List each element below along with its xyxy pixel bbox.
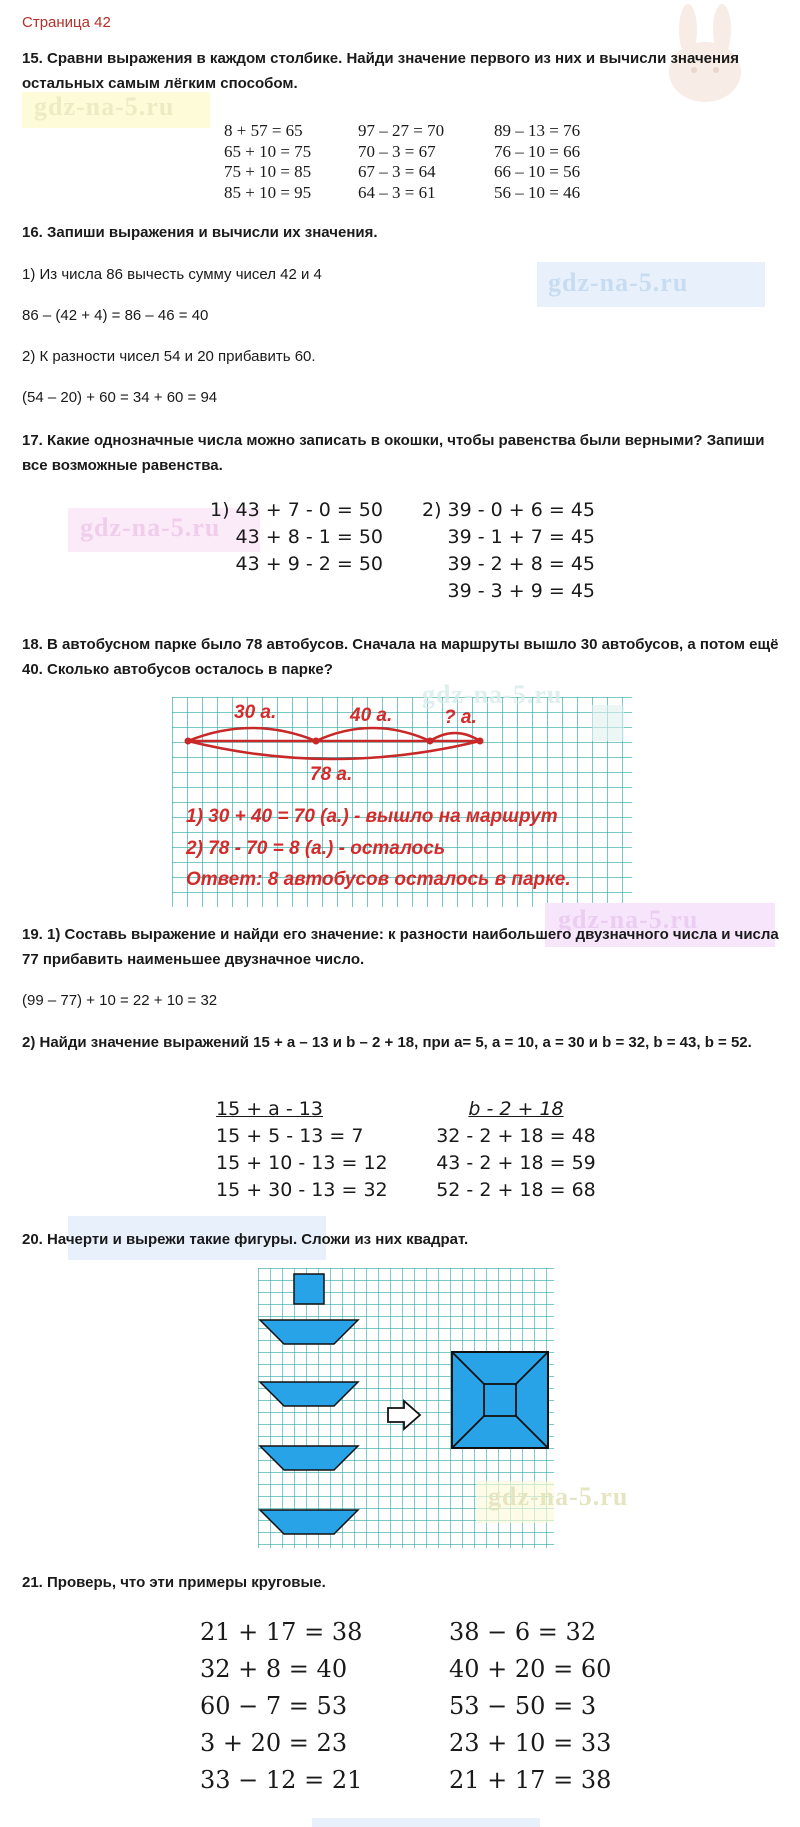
expression: 15 + 30 - 13 = 32: [216, 1179, 388, 1201]
example: 32 + 8 = 40: [200, 1655, 348, 1683]
task-17-title: 17. Какие однозначные числа можно записать в окошки, чтобы равенства были верными? Запиши все возможные равенства.: [22, 432, 765, 474]
example: 38 − 6 = 32: [449, 1618, 597, 1646]
task-16-title: 16. Запиши выражения и вычисли их значения.: [22, 224, 378, 241]
task-17-column-1: [208, 497, 383, 578]
expression: 43 - 2 + 18 = 59: [436, 1152, 596, 1174]
task-15-title: 15. Сравни выражения в каждом столбике. Найди значение первого из них и вычисли значения остальных самым лёгким способом.: [22, 50, 740, 92]
example: 53 − 50 = 3: [449, 1692, 597, 1720]
equality: 39 - 1 + 7 = 45: [447, 526, 595, 548]
segment-label-1: 30 а.: [234, 702, 277, 723]
task-16-line-3: 2) К разности чисел 54 и 20 прибавить 60.: [22, 348, 316, 365]
equality: 1) 43 + 7 - 0 = 50: [209, 499, 383, 521]
task-20-title: 20. Начерти и вырежи такие фигуры. Сложи из них квадрат.: [22, 1231, 469, 1248]
task-19-answer: (99 – 77) + 10 = 22 + 10 = 32: [22, 992, 218, 1009]
expression: 97 – 27 = 70: [358, 121, 445, 140]
task-15-column-3: [494, 121, 580, 203]
expression: 52 - 2 + 18 = 68: [436, 1179, 596, 1201]
segment-label-3: ? а.: [444, 707, 477, 728]
task-19-title: 19. 1) Составь выражение и найди его значение: к разности наибольшего двузначного числа и числа 77 прибавить наименьшее двузначное число.: [22, 926, 779, 968]
task-15-column-2: [358, 121, 444, 203]
task-19-column-1: [216, 1096, 388, 1204]
equality: 39 - 2 + 8 = 45: [447, 553, 595, 575]
example: 40 + 20 = 60: [449, 1655, 612, 1683]
equality: 39 - 3 + 9 = 45: [447, 580, 595, 602]
expression: 32 - 2 + 18 = 48: [436, 1125, 596, 1147]
task-15-column-1: [224, 121, 311, 203]
expression: 15 + 5 - 13 = 7: [216, 1125, 364, 1147]
task-21-column-1: [200, 1614, 362, 1799]
solution-answer: Ответ: 8 автобусов осталось в парке.: [186, 869, 571, 890]
expression: 89 – 13 = 76: [494, 121, 581, 140]
equality: 2) 39 - 0 + 6 = 45: [421, 499, 595, 521]
watermark: gdz-na-5.ru: [422, 680, 563, 709]
solution-step-2: 2) 78 - 70 = 8 (а.) - осталось: [186, 838, 446, 859]
page-title: Страница 42: [22, 14, 111, 31]
task-16-line-4: (54 – 20) + 60 = 34 + 60 = 94: [22, 389, 218, 406]
watermark: gdz-na-5.ru: [80, 513, 221, 542]
example: 21 + 17 = 38: [449, 1766, 612, 1794]
task-21-title: 21. Проверь, что эти примеры круговые.: [22, 1574, 326, 1591]
watermark: gdz-na-5.ru: [34, 92, 175, 121]
task-19-column-2: [431, 1096, 601, 1204]
expression: 65 + 10 = 75: [224, 141, 312, 161]
expression: 67 – 3 = 64: [358, 162, 436, 181]
equality: 43 + 8 - 1 = 50: [235, 526, 383, 548]
equality: 43 + 9 - 2 = 50: [235, 553, 383, 575]
watermark: gdz-na-5.ru: [548, 268, 689, 297]
watermark-box: [312, 1818, 540, 1827]
expression: 64 – 3 = 61: [358, 182, 436, 202]
expression: 8 + 57 = 65: [224, 121, 303, 140]
expression: 66 – 10 = 56: [494, 162, 581, 181]
task-21-column-2: [449, 1614, 611, 1799]
expression: 15 + 10 - 13 = 12: [216, 1152, 388, 1174]
task-19-part-2: 2) Найди значение выражений 15 + а – 13 и b – 2 + 18, при а= 5, а = 10, а = 30 и b = 32, b = 43, b = 52.: [22, 1034, 752, 1051]
task-18-title: 18. В автобусном парке было 78 автобусов. Сначала на маршруты вышло 30 автобусов, а потом ещё 40. Сколько автобусов осталось в парке?: [22, 636, 779, 678]
task-16-line-1: 1) Из числа 86 вычесть сумму чисел 42 и 4: [22, 266, 322, 283]
column-header: b - 2 + 18: [468, 1098, 564, 1120]
task-17-column-2: [420, 497, 595, 605]
task-16-line-2: 86 – (42 + 4) = 86 – 46 = 40: [22, 307, 209, 324]
total-label: 78 а.: [310, 764, 353, 785]
segment-label-2: 40 а.: [350, 705, 393, 726]
watermark: gdz-na-5.ru: [488, 1482, 629, 1511]
expression: 85 + 10 = 95: [224, 182, 312, 202]
example: 23 + 10 = 33: [449, 1729, 612, 1757]
watermark: gdz-na-5.ru: [558, 905, 699, 934]
example: 60 − 7 = 53: [200, 1692, 348, 1720]
solution-step-1: 1) 30 + 40 = 70 (а.) - вышло на маршрут: [186, 806, 558, 827]
expression: 70 – 3 = 67: [358, 141, 436, 161]
example: 21 + 17 = 38: [200, 1618, 363, 1646]
example: 3 + 20 = 23: [200, 1729, 348, 1757]
column-header: 15 + a - 13: [216, 1098, 323, 1120]
expression: 76 – 10 = 66: [494, 141, 581, 161]
expression: 56 – 10 = 46: [494, 182, 581, 202]
example: 33 − 12 = 21: [200, 1766, 363, 1794]
expression: 75 + 10 = 85: [224, 162, 312, 181]
